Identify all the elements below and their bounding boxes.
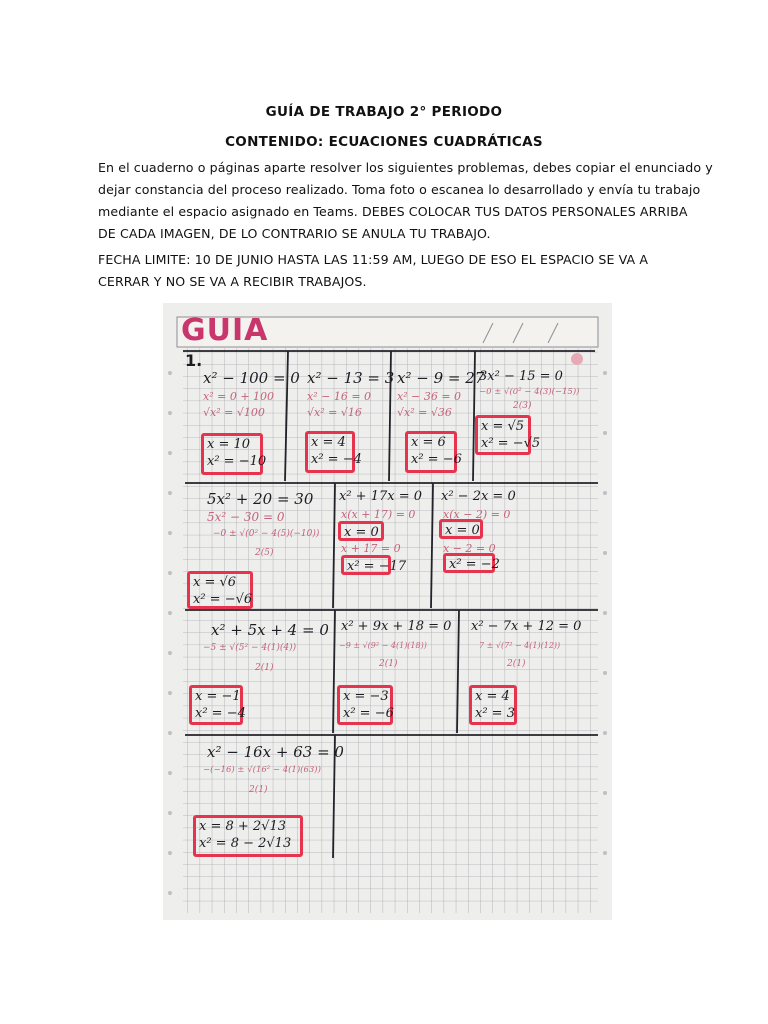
- problem-step: 2(1): [507, 659, 526, 669]
- problem-equation: 3x² − 15 = 0: [479, 369, 563, 384]
- answer-value: x = −3: [343, 689, 389, 704]
- problem-step: 2(5): [255, 548, 274, 558]
- problem-equation: 5x² + 20 = 30: [207, 490, 314, 508]
- answer-value: x² = −4: [195, 706, 246, 721]
- problem-step: √x² = √36: [397, 406, 452, 419]
- problem-equation: x² − 7x + 12 = 0: [471, 619, 582, 634]
- deadline-line: FECHA LIMITE: 10 DE JUNIO HASTA LAS 11:59 AM, LUEGO DE ESO EL ESPACIO SE VA A: [98, 252, 649, 267]
- answer-value: x = 10: [207, 437, 251, 452]
- answer-value: x² = −17: [347, 559, 407, 574]
- problem-step: −9 ± √(9² − 4(1)(18)): [339, 641, 427, 650]
- problem-step: √x² = √100: [203, 406, 265, 419]
- answer-value: x = 6: [411, 435, 446, 450]
- answer-value: x = 4: [311, 435, 346, 450]
- answer-value: x² = −6: [343, 706, 394, 721]
- instructions-paragraph: [98, 157, 713, 245]
- notebook-photo: [163, 303, 612, 920]
- answer-value: x² = −√5: [481, 436, 541, 451]
- notebook-heading: GUIA: [181, 313, 269, 348]
- problem-step: √x² = √16: [307, 406, 362, 419]
- problem-equation: x² − 2x = 0: [441, 489, 516, 504]
- answer-box: [341, 555, 407, 575]
- answer-value: x = 0: [344, 525, 379, 540]
- answer-value: x² = 8 − 2√13: [199, 836, 292, 851]
- problem-equation: x² − 9 = 27: [397, 369, 485, 387]
- problem-step: −0 ± √(0² − 4(3)(−15)): [479, 387, 580, 397]
- answer-value: x² = −6: [411, 452, 462, 467]
- deadline-line: CERRAR Y NO SE VA A RECIBIR TRABAJOS.: [98, 274, 367, 289]
- answer-box: [337, 685, 393, 725]
- answer-box: [405, 431, 462, 473]
- answer-value: x = √5: [481, 419, 525, 434]
- problem-step: 2(1): [379, 659, 398, 669]
- answer-box: [338, 521, 384, 541]
- problem-step: 5x² − 30 = 0: [207, 510, 285, 524]
- problem-equation: x² − 13 = 3: [307, 369, 395, 387]
- problem-step: −5 ± √(5² − 4(1)(4)): [203, 643, 297, 653]
- answer-box: [189, 685, 246, 725]
- answer-box: [305, 431, 362, 473]
- instructions-line: En el cuaderno o páginas aparte resolver los siguientes problemas, debes copiar el enunciado y: [98, 160, 713, 175]
- worksheet-content: CONTENIDO: ECUACIONES CUADRÁTICAS: [225, 134, 543, 150]
- problem-step: x(x − 2) = 0: [443, 508, 511, 521]
- answer-value: x = −1: [195, 689, 241, 704]
- answer-box: [475, 415, 541, 455]
- problem-step: 2(3): [513, 401, 532, 411]
- answer-value: x² = 3: [475, 706, 515, 721]
- problem-equation: x² + 5x + 4 = 0: [211, 621, 329, 639]
- instructions-line: DE CADA IMAGEN, DE LO CONTRARIO SE ANULA TU TRABAJO.: [98, 226, 491, 241]
- problem-step: x − 2 = 0: [443, 542, 496, 555]
- answer-value: x² = −4: [311, 452, 362, 467]
- answer-value: x² = −√6: [193, 592, 253, 607]
- problem-step: x² − 16 = 0: [307, 390, 372, 403]
- problem-equation: x² − 100 = 0: [203, 369, 300, 387]
- answer-value: x = √6: [193, 575, 237, 590]
- problem-step: 2(1): [249, 785, 268, 795]
- answer-box: [187, 571, 253, 609]
- answer-value: x = 4: [475, 689, 510, 704]
- instructions-line: mediante el espacio asignado en Teams. DEBES COLOCAR TUS DATOS PERSONALES ARRIBA: [98, 204, 688, 219]
- problem-step: −(−16) ± √(16² − 4(1)(63)): [203, 765, 321, 775]
- deadline-paragraph: [98, 249, 676, 293]
- problem-step: x² = 0 + 100: [203, 390, 275, 403]
- worksheet-title: GUÍA DE TRABAJO 2° PERIODO: [265, 104, 503, 120]
- problem-step: x + 17 = 0: [341, 542, 401, 555]
- answer-value: x² = −2: [449, 557, 500, 572]
- problem-step: x² − 36 = 0: [397, 390, 462, 403]
- problem-step: 2(1): [255, 663, 274, 673]
- answer-box: [193, 815, 303, 857]
- answer-box: [439, 519, 483, 539]
- problem-equation: x² + 17x = 0: [339, 489, 423, 504]
- problem-step: 7 ± √(7² − 4(1)(12)): [479, 641, 561, 650]
- answer-box: [469, 685, 517, 725]
- problem-step: −0 ± √(0² − 4(5)(−10)): [213, 529, 320, 539]
- answer-box: [201, 433, 267, 475]
- problem-equation: x² + 9x + 18 = 0: [341, 619, 452, 634]
- exercise-number: 1.: [185, 351, 203, 370]
- instructions-line: dejar constancia del proceso realizado. Toma foto o escanea lo desarrollado y envía tu trabajo: [98, 182, 701, 197]
- answer-value: x = 0: [445, 523, 480, 538]
- answer-box: [443, 553, 500, 573]
- answer-value: x = 8 + 2√13: [199, 819, 287, 834]
- answer-value: x² = −10: [207, 454, 267, 469]
- problem-step: x(x + 17) = 0: [341, 508, 416, 521]
- problem-equation: x² − 16x + 63 = 0: [207, 743, 344, 761]
